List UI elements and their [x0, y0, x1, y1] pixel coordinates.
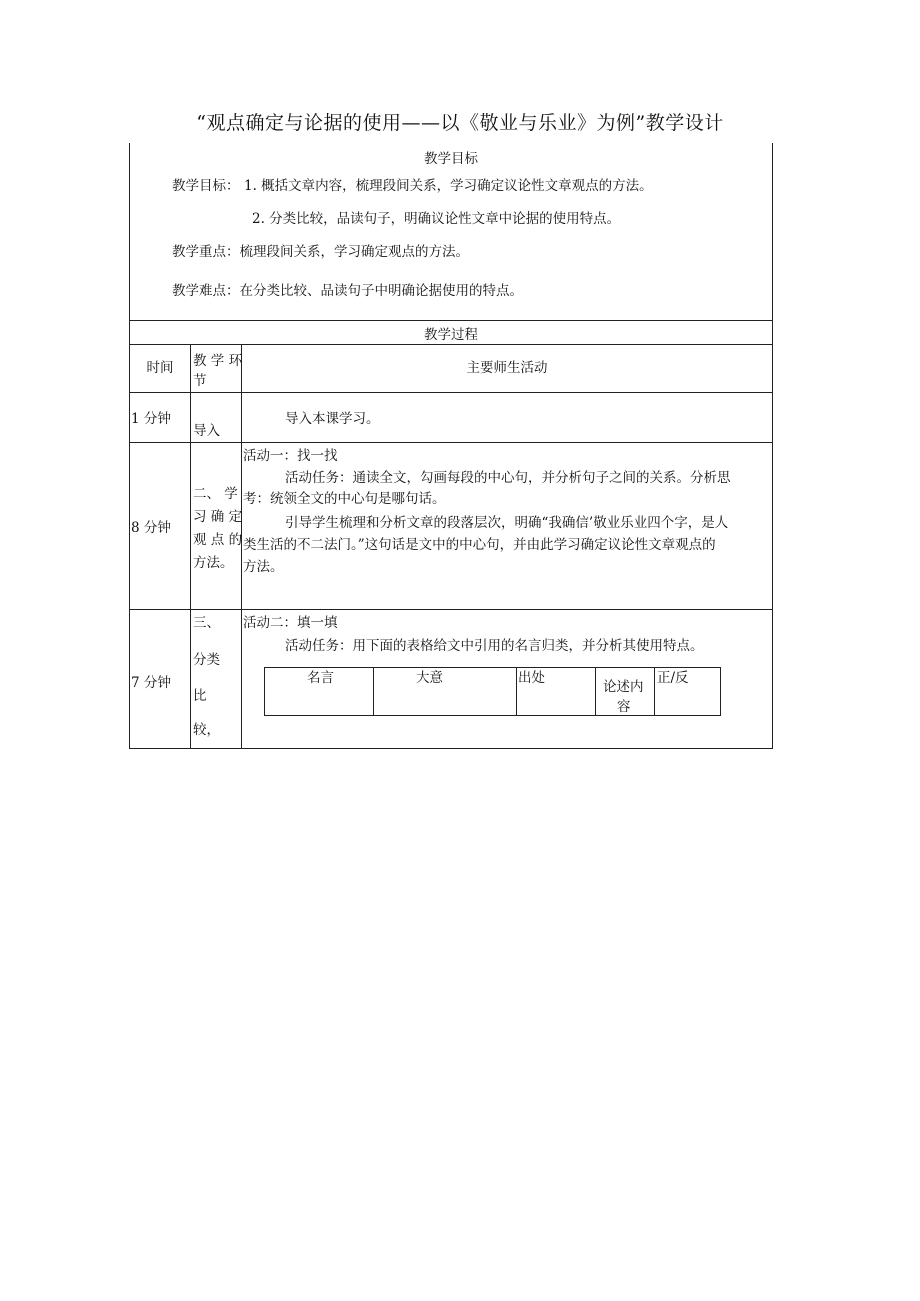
- key-point: 教学重点：梳理段间关系，学习确定观点的方法。: [172, 244, 469, 260]
- row2-activity-title: 活动一：找一找: [243, 448, 338, 464]
- row2-stage-line1: 二、 学: [193, 486, 238, 502]
- row1-activity: 导入本课学习。: [285, 411, 380, 427]
- row1-stage: 导入: [193, 423, 220, 439]
- header-time: 时间: [146, 360, 174, 376]
- page-title: “观点确定与论据的使用——以《敬业与乐业》为例”教学设计: [196, 112, 724, 134]
- inner-col-source: 出处: [518, 670, 545, 686]
- col-divider-time: [190, 344, 191, 749]
- process-table-bottom: [129, 748, 773, 749]
- inner-col-meaning: 大意: [416, 670, 443, 686]
- goal-label: 教学目标：: [172, 178, 240, 194]
- row2-guide-line2: 类生活的不二法门。”这句话是文中的中心句，并由此学习确定议论性文章观点的: [243, 537, 716, 553]
- row3-time: 7 分钟: [131, 675, 171, 691]
- row3-activity-title: 活动二：填一填: [243, 615, 338, 631]
- row3-task: 活动任务：用下面的表格给文中引用的名言归类，并分析其使用特点。: [285, 638, 704, 654]
- inner-table-div4: [654, 667, 655, 716]
- difficulty-point: 教学难点：在分类比较、品读句子中明确论据使用的特点。: [172, 283, 523, 299]
- inner-table-left: [264, 667, 265, 716]
- row2-task-line1: 活动任务：通读全文，勾画每段的中心句，并分析句子之间的关系。分析思: [285, 470, 731, 486]
- row2-guide-line3: 方法。: [243, 559, 284, 575]
- row2-stage-line2: 习 确 定: [193, 509, 243, 525]
- goal-1: 1. 概括文章内容，梳理段间关系，学习确定议论性文章观点的方法。: [244, 178, 653, 194]
- inner-table-bottom: [264, 715, 721, 716]
- inner-table-div2: [516, 667, 517, 716]
- process-heading-divider: [129, 344, 773, 345]
- header-row-divider: [129, 392, 773, 393]
- header-stage-line2: 节: [193, 373, 207, 389]
- inner-col-polarity: 正/反: [657, 670, 689, 686]
- row3-stage-line4: 较，: [193, 722, 220, 738]
- inner-table-div1: [373, 667, 374, 716]
- process-heading: 教学过程: [424, 327, 478, 343]
- row1-time: 1 分钟: [131, 411, 171, 427]
- goal-2: 2. 分类比较，品读句子，明确议论性文章中论据的使用特点。: [252, 211, 621, 227]
- header-activity: 主要师生活动: [466, 360, 548, 376]
- inner-col-argument-line1: 论述内: [603, 679, 644, 695]
- goals-box-right-border: [772, 143, 773, 749]
- row3-stage-line1: 三、: [193, 615, 220, 631]
- goals-box-bottom-border: [129, 320, 773, 321]
- inner-col-quote: 名言: [307, 670, 334, 686]
- row2-guide-line1: 引导学生梳理和分析文章的段落层次，明确“我确信’敬业乐业四个字，是人: [285, 515, 729, 531]
- header-stage-line1: 教 学 环: [193, 353, 243, 369]
- row2-time: 8 分钟: [131, 520, 171, 536]
- row3-stage-line2: 分类: [193, 652, 220, 668]
- inner-table-right: [720, 667, 721, 716]
- inner-table-div3: [595, 667, 596, 716]
- row2-divider: [129, 609, 773, 610]
- row3-stage-line3: 比: [193, 688, 207, 704]
- goals-box-left-border: [129, 143, 130, 749]
- row1-divider: [129, 442, 773, 443]
- goals-heading: 教学目标: [424, 151, 478, 167]
- row2-stage-line3: 观 点 的: [193, 532, 243, 548]
- row2-stage-line4: 方法。: [193, 555, 234, 571]
- inner-col-argument-line2: 容: [617, 699, 631, 715]
- row2-task-line2: 考：统领全文的中心句是哪句话。: [243, 491, 446, 507]
